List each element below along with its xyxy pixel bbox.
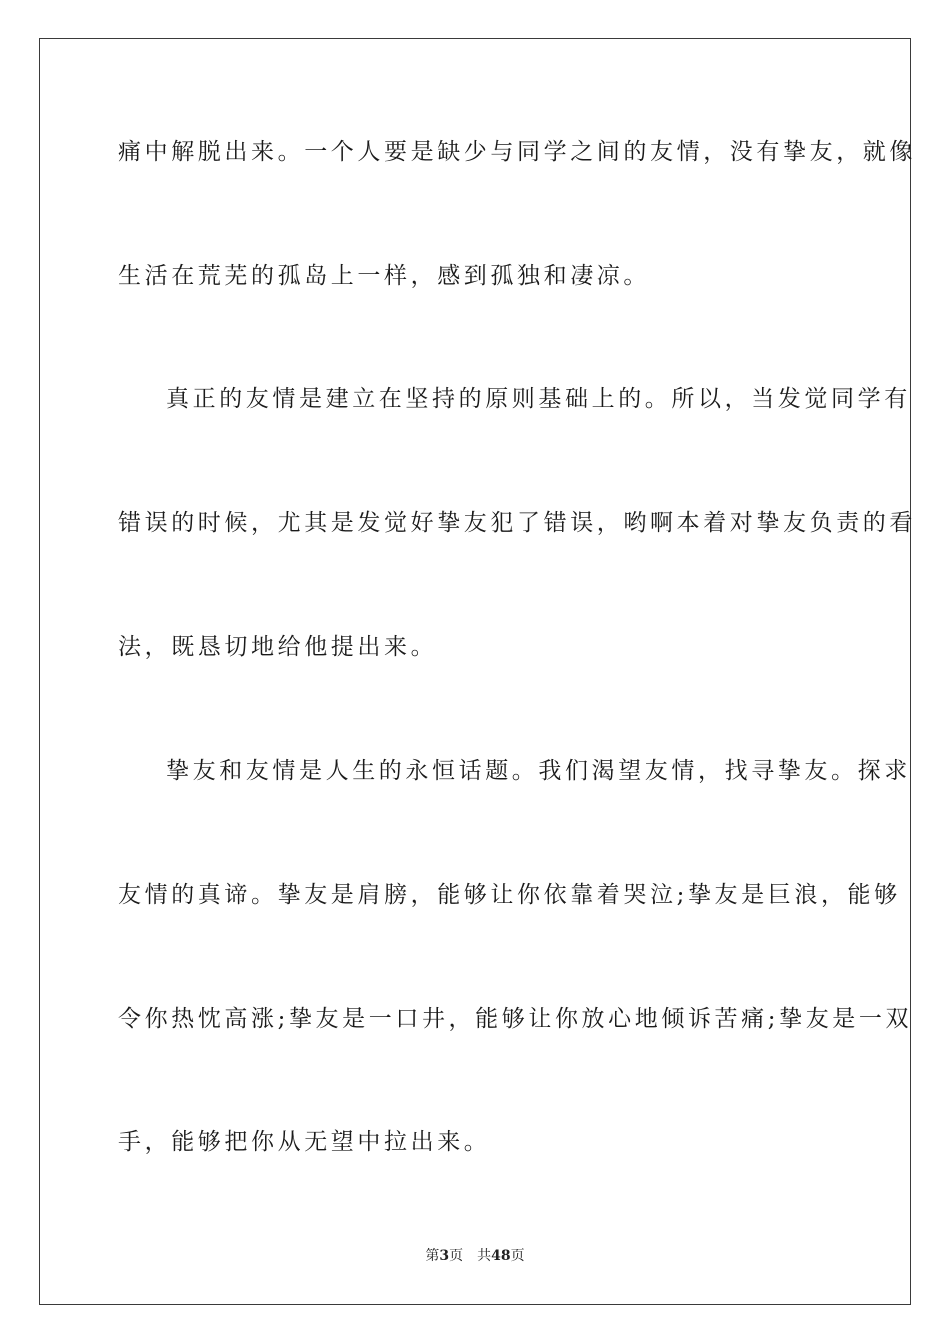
text-line: 手，能够把你从无望中拉出来。 [118, 1129, 491, 1155]
text-line: 痛中解脱出来。一个人要是缺少与同学之间的友情，没有挚友，就像 [118, 139, 916, 165]
page-number: 3 [439, 1248, 450, 1264]
text-line: 法，既恳切地给他提出来。 [118, 634, 438, 660]
total-prefix: 共 [477, 1248, 492, 1264]
page-footer [0, 1245, 950, 1265]
paragraph-first-line: 挚友和友情是人生的永恒话题。我们渴望友情，找寻挚友。探求 [166, 758, 911, 784]
total-pages: 48 [491, 1248, 511, 1264]
text-line: 生活在荒芜的孤岛上一样，感到孤独和凄凉。 [118, 263, 650, 289]
page-border [39, 38, 916, 1305]
text-line: 令你热忱高涨;挚友是一口井，能够让你放心地倾诉苦痛;挚友是一双 [118, 1006, 913, 1032]
page-prefix: 第 [425, 1248, 440, 1264]
text-line: 友情的真谛。挚友是肩膀，能够让你依靠着哭泣;挚友是巨浪，能够 [118, 882, 901, 908]
paragraph-first-line: 真正的友情是建立在坚持的原则基础上的。所以，当发觉同学有 [166, 386, 911, 412]
page-suffix: 页 [449, 1248, 464, 1264]
total-suffix: 页 [510, 1248, 525, 1264]
text-line: 错误的时候，尤其是发觉好挚友犯了错误，哟啊本着对挚友负责的看 [118, 510, 916, 536]
